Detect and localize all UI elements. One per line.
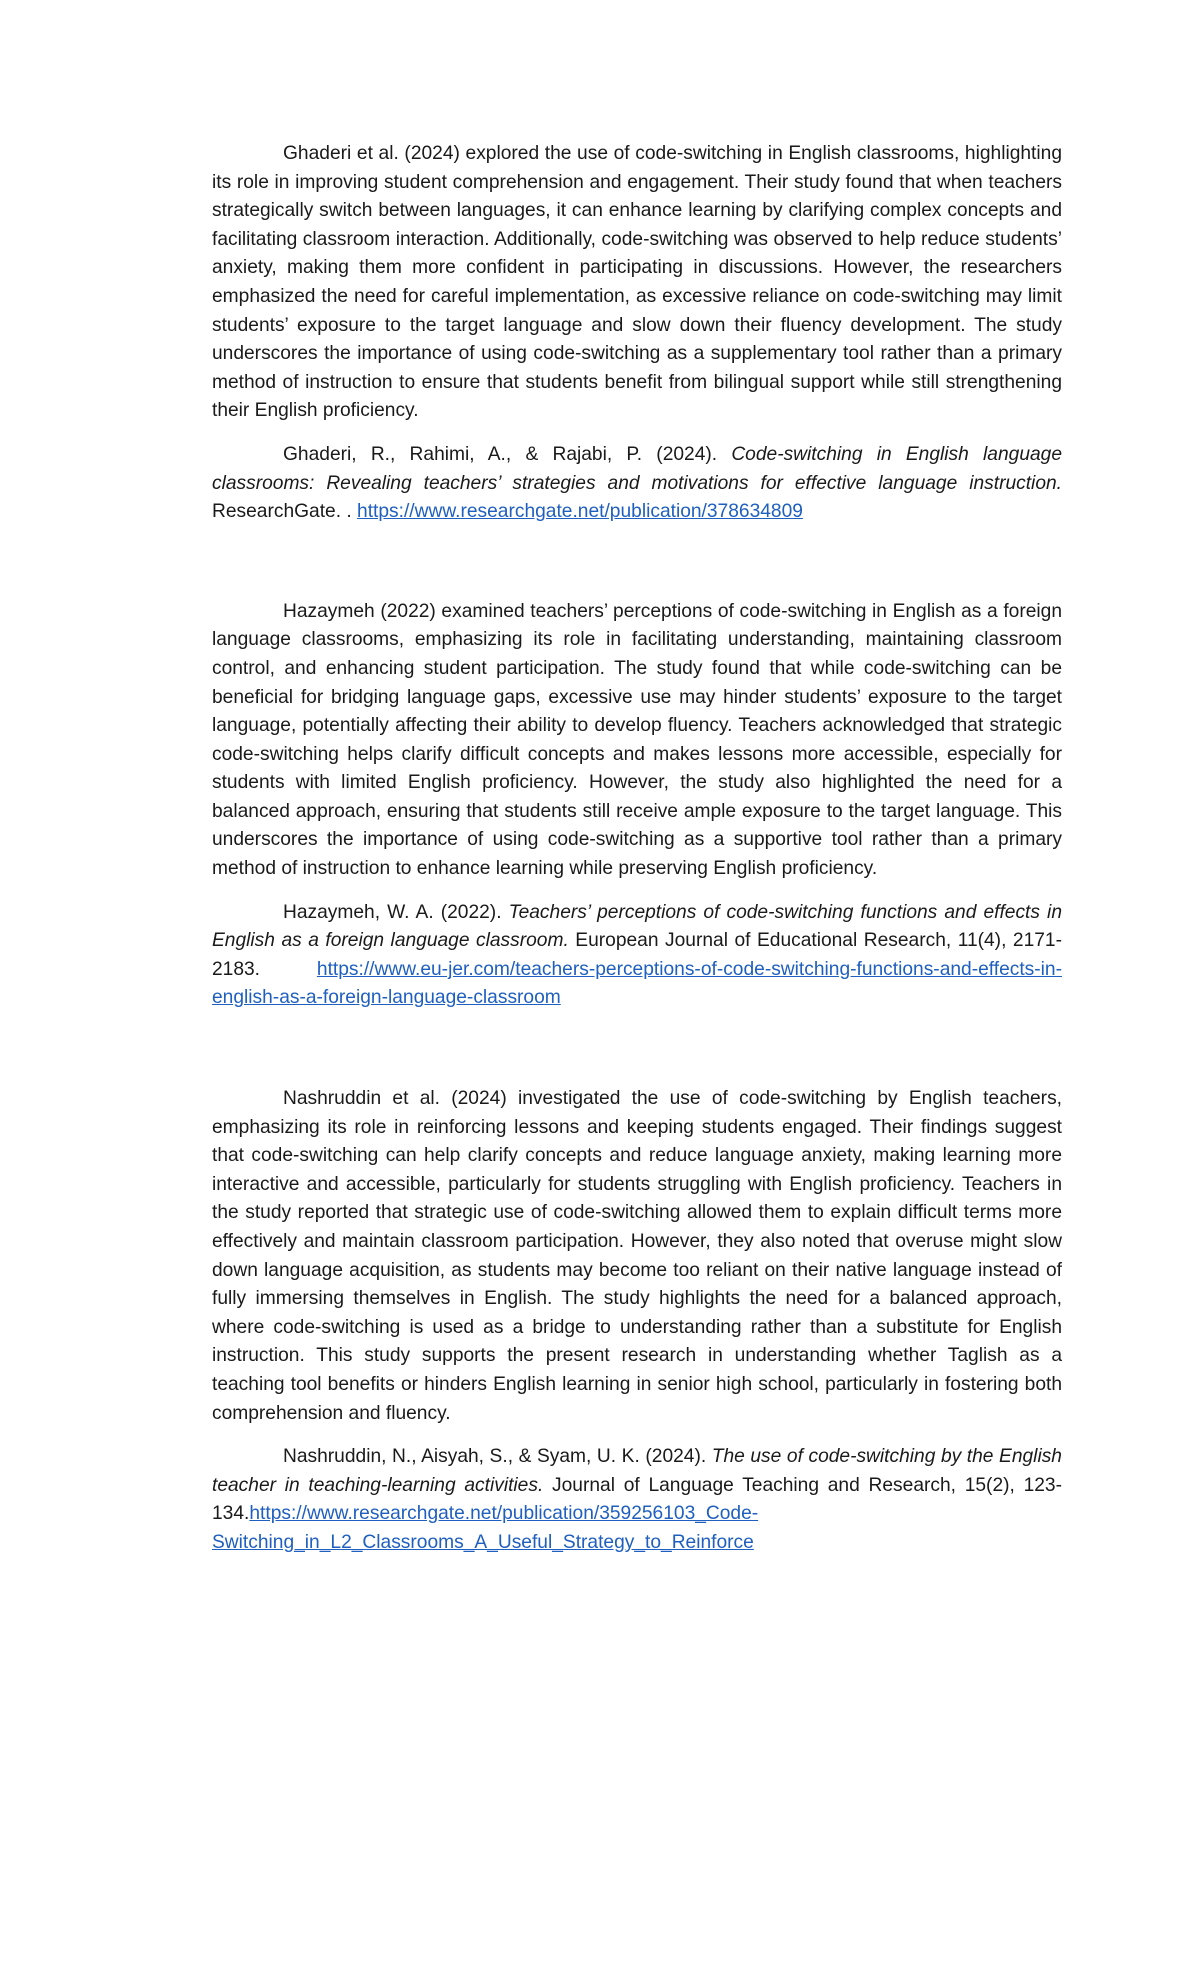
reference-authors: Ghaderi, R., Rahimi, A., & Rajabi, P. (2024).	[283, 443, 732, 465]
reference-title: Teachers’ perceptions of code-switching functions and effects in English as a foreign language classroom.	[212, 901, 1062, 952]
reference-source: Journal of Language Teaching and Research, 15(2), 123-134.	[212, 1474, 1062, 1525]
reference-entry	[212, 441, 1062, 527]
reference-link[interactable]: https://www.eu-jer.com/teachers-perceptions-of-code-switching-functions-and-effects-in-english-as-a-foreign-language-classroom	[212, 958, 1062, 1009]
reference-entry	[212, 899, 1062, 1013]
document-page	[212, 140, 1062, 1558]
reference-authors: Nashruddin, N., Aisyah, S., & Syam, U. K. (2024).	[283, 1446, 712, 1468]
section-spacer	[212, 527, 1062, 598]
reference-title: Code-switching in English language classrooms: Revealing teachers’ strategies and motivations for effective language instruction.	[212, 443, 1063, 494]
reference-entry	[212, 1443, 1062, 1557]
reference-link[interactable]: https://www.researchgate.net/publication/359256103_Code-Switching_in_L2_Classrooms_A_Useful_Strategy_to_Reinforce	[212, 1503, 759, 1553]
summary-paragraph: Nashruddin et al. (2024) investigated the use of code-switching by English teachers, emphasizing its role in reinforcing lessons and keeping students engaged. Their findings suggest that code-switching can help clarify concepts and reduce language anxiety, making learning more interactive and accessible, particularly for students struggling with English proficiency. Teachers in the study reported that strategic use of code-switching allowed them to explain difficult terms more effectively and maintain classroom participation. However, they also noted that overuse might slow down language acquisition, as students may become too reliant on their native language instead of fully immersing themselves in English. The study highlights the need for a balanced approach, where code-switching is used as a bridge to understanding rather than a substitute for English instruction. This study supports the present research in understanding whether Taglish as a teaching tool benefits or hinders English learning in senior high school, particularly in fostering both comprehension and fluency.	[212, 1088, 1062, 1424]
summary-paragraph: Hazaymeh (2022) examined teachers’ perceptions of code-switching in English as a foreign language classrooms, emphasizing its role in facilitating understanding, maintaining classroom control, and enhancing student participation. The study found that while code-switching can be beneficial for bridging language gaps, excessive use may hinder students’ exposure to the target language, potentially affecting their ability to develop fluency. Teachers acknowledged that strategic code-switching helps clarify difficult concepts and makes lessons more accessible, especially for students with limited English proficiency. However, the study also highlighted the need for a balanced approach, ensuring that students still receive ample exposure to the target language. This underscores the importance of using code-switching as a supportive tool rather than a primary method of instruction to enhance learning while preserving English proficiency.	[212, 600, 1062, 880]
reference-title: The use of code-switching by the English teacher in teaching-learning activities.	[212, 1446, 1062, 1496]
reference-authors: Hazaymeh, W. A. (2022).	[283, 901, 509, 923]
section-spacer	[212, 1013, 1062, 1085]
reference-link[interactable]: https://www.researchgate.net/publication/378634809	[357, 501, 803, 523]
reference-source: ResearchGate. .	[212, 501, 358, 523]
reference-source: European Journal of Educational Research, 11(4), 2171-2183.	[212, 930, 1062, 980]
summary-paragraph: Ghaderi et al. (2024) explored the use of code-switching in English classrooms, highlighting its role in improving student comprehension and engagement. Their study found that when teachers strategically switch between languages, it can enhance learning by clarifying complex concepts and facilitating classroom interaction. Additionally, code-switching was observed to help reduce students’ anxiety, making them more confident in participating in discussions. However, the researchers emphasized the need for careful implementation, as excessive reliance on code-switching may limit students’ exposure to the target language and slow down their fluency development. The study underscores the importance of using code-switching as a supplementary tool rather than a primary method of instruction to ensure that students benefit from bilingual support while still strengthening their English proficiency.	[212, 143, 1062, 422]
